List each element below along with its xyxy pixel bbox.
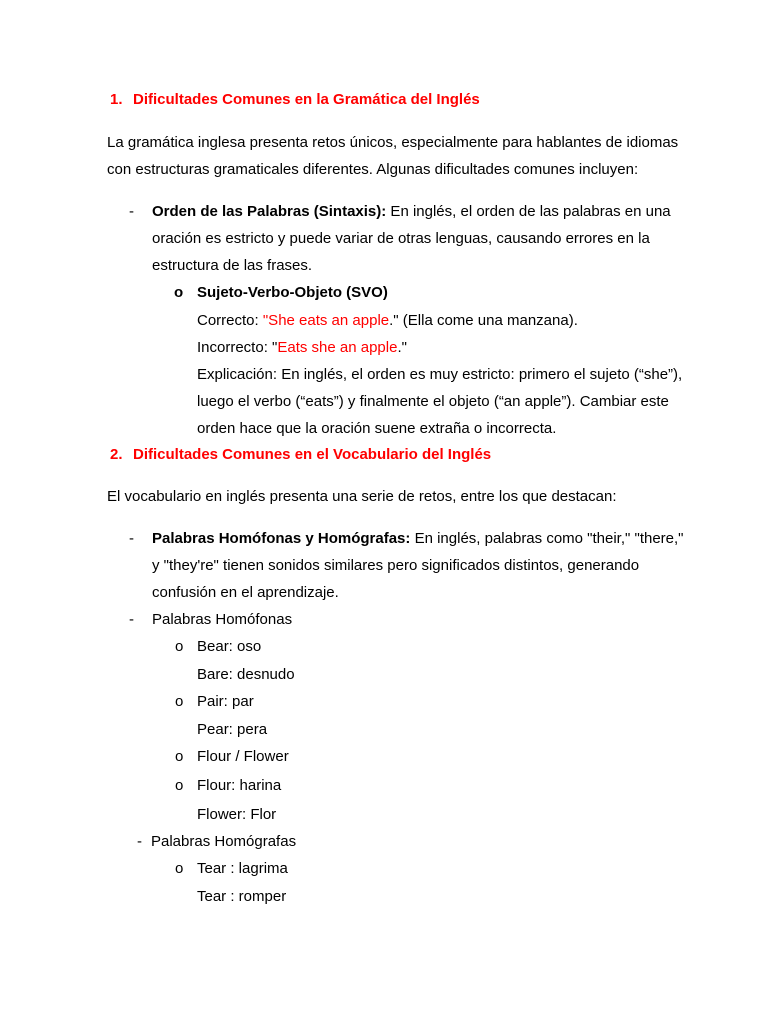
section-1-number: 1. xyxy=(110,91,123,108)
incorrect-prefix: Incorrecto: " xyxy=(197,339,278,356)
incorrect-example-line xyxy=(197,338,407,358)
homophone-item: Flour / Flower xyxy=(197,748,289,765)
homophone-item: Flower: Flor xyxy=(197,806,277,823)
section-1-intro-line-2: con estructuras gramaticales diferentes. Algunas dificultades comunes incluyen: xyxy=(107,161,639,178)
section-2-intro: El vocabulario en inglés presenta una serie de retos, entre los que destacan: xyxy=(107,488,617,505)
homograph-item: Tear : lagrima xyxy=(197,860,288,877)
bullet-homophones-text: En inglés, palabras como "their," "there," xyxy=(410,530,684,547)
section-1-title: Dificultades Comunes en la Gramática del Inglés xyxy=(133,91,480,108)
correct-example-line xyxy=(197,311,578,331)
homophone-item: Flour: harina xyxy=(197,777,282,794)
correct-example: "She eats an apple xyxy=(262,312,390,329)
bullet-syntax-text: En inglés, el orden de las palabras en una xyxy=(386,203,671,220)
explanation-line-1: Explicación: En inglés, el orden es muy estricto: primero el sujeto (“she”), xyxy=(197,366,683,383)
homographs-title: Palabras Homógrafas xyxy=(151,833,297,850)
correct-prefix: Correcto: xyxy=(197,312,263,329)
bullet-syntax-line-3: estructura de las frases. xyxy=(152,257,313,274)
sub-bullet-marker: o xyxy=(174,284,184,301)
incorrect-example: Eats she an apple xyxy=(277,339,398,356)
homophone-item: Bare: desnudo xyxy=(197,666,295,683)
bullet-syntax-label: Orden de las Palabras (Sintaxis): xyxy=(152,203,387,220)
incorrect-suffix: ." xyxy=(397,339,407,356)
homophone-item: Bear: oso xyxy=(197,638,262,655)
explanation-line-2: luego el verbo (“eats”) y finalmente el objeto (“an apple”). Cambiar este xyxy=(197,393,669,410)
bullet-homophones-label: Palabras Homófonas y Homógrafas: xyxy=(152,530,411,547)
sub-bullet-marker: o xyxy=(175,638,184,655)
explanation-line-3: orden hace que la oración suene extraña o incorrecta. xyxy=(197,420,557,437)
sub-bullet-marker: o xyxy=(175,860,184,877)
bullet-dash: - xyxy=(137,833,142,850)
homophone-item: Pair: par xyxy=(197,693,254,710)
section-1-intro-line-1: La gramática inglesa presenta retos únicos, especialmente para hablantes de idiomas xyxy=(107,134,679,151)
correct-suffix: ." (Ella come una manzana). xyxy=(389,312,578,329)
section-2-number: 2. xyxy=(110,446,123,463)
bullet-homophones-line-1 xyxy=(152,529,684,549)
sub-bullet-marker: o xyxy=(175,777,184,794)
homophone-item: Pear: pera xyxy=(197,721,268,738)
sub-bullet-marker: o xyxy=(175,748,184,765)
homograph-item: Tear : romper xyxy=(197,888,287,905)
homophones-title: Palabras Homófonas xyxy=(152,611,293,628)
bullet-dash: - xyxy=(129,203,134,220)
bullet-homophones-line-3: confusión en el aprendizaje. xyxy=(152,584,339,601)
bullet-syntax-line-1 xyxy=(152,202,671,222)
section-2-title: Dificultades Comunes en el Vocabulario del Inglés xyxy=(133,446,492,463)
bullet-dash: - xyxy=(129,530,134,547)
svo-label: Sujeto-Verbo-Objeto (SVO) xyxy=(197,284,388,301)
bullet-dash: - xyxy=(129,611,134,628)
bullet-syntax-line-2: oración es estricto y puede variar de otras lenguas, causando errores en la xyxy=(152,230,650,247)
sub-bullet-marker: o xyxy=(175,693,184,710)
bullet-homophones-line-2: y "they're" tienen sonidos similares pero significados distintos, generando xyxy=(152,557,640,574)
